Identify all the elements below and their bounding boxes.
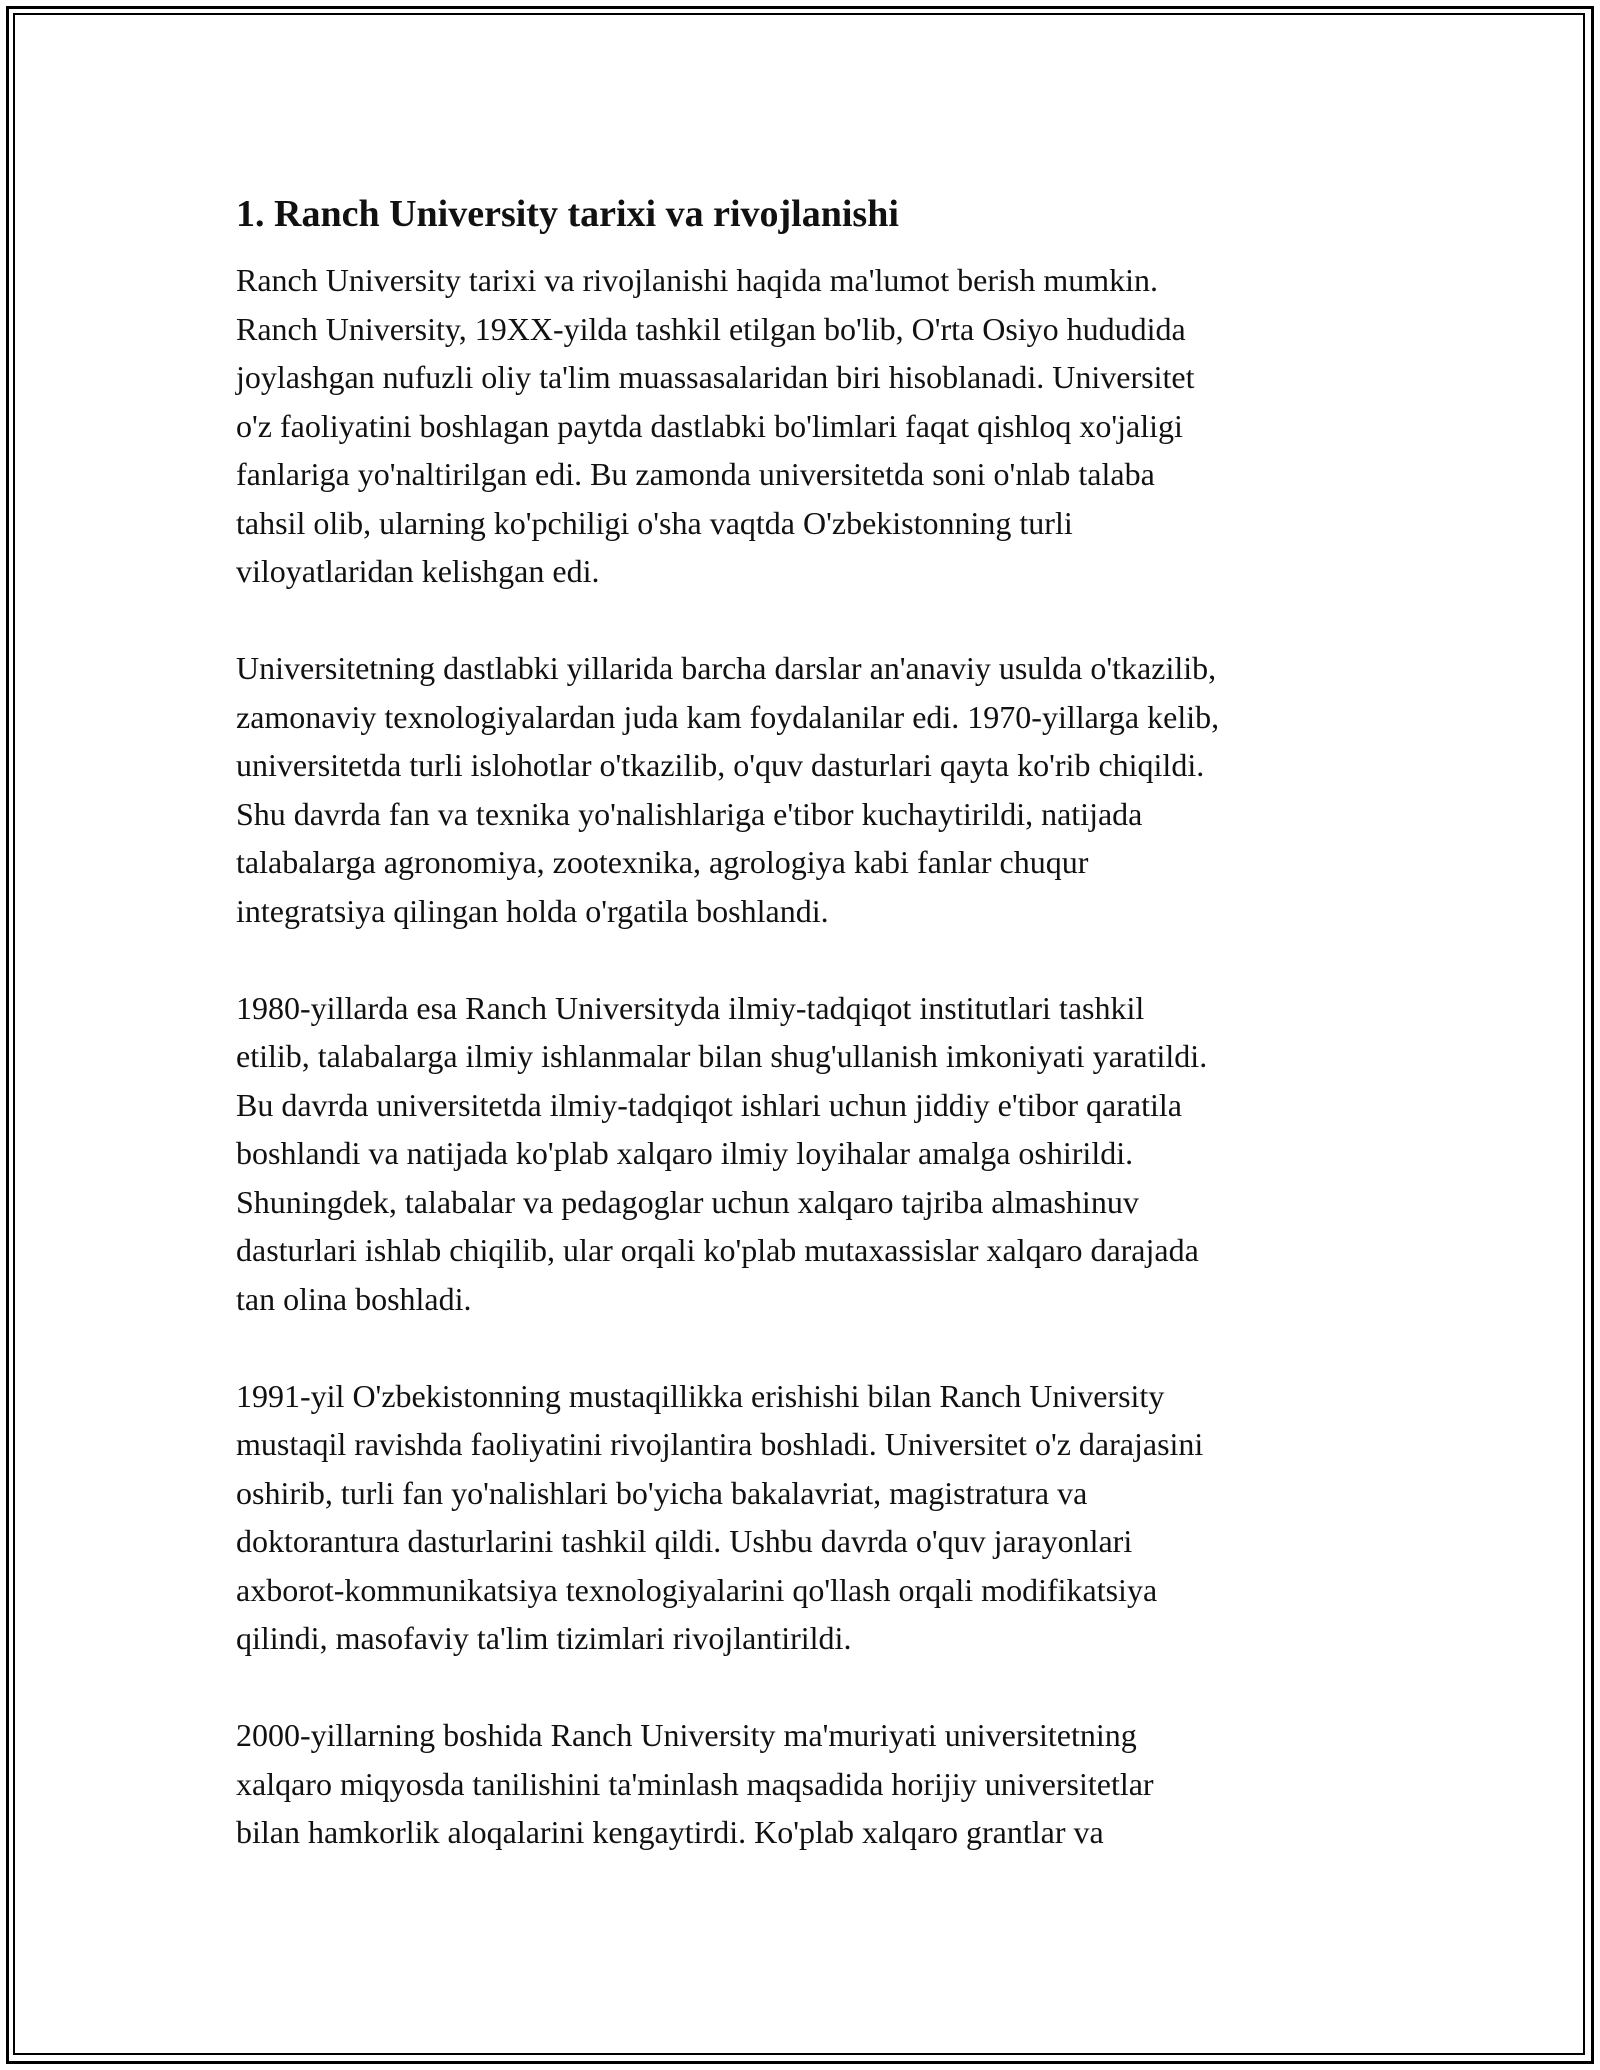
- paragraph-3: 1980-yillarda esa Ranch Universityda ilmiy-tadqiqot institutlari tashkil etilib, talabalarga ilmiy ishlanmalar bilan shug'ullanish imkoniyati yaratildi. Bu davrda universitetda ilmiy-tadqiqot ishlari uchun jiddiy e'tibor qaratila boshlandi va natijada ko'plab xalqaro ilmiy loyihalar amalga oshirildi. Shuningdek, talabalar va pedagoglar uchun xalqaro tajriba almashinuv dasturlari ishlab chiqilib, ular orqali ko'plab mutaxassislar xalqaro darajada tan olina boshladi.: [236, 989, 1208, 1317]
- paragraph-2: Universitetning dastlabki yillarida barcha darslar an'anaviy usulda o'tkazilib, zamonaviy texnologiyalardan juda kam foydalanilar edi. 1970-yillarga kelib, universitetda turli islohotlar o'tkazilib, o'quv dasturlari qayta ko'rib chiqildi. Shu davrda fan va texnika yo'nalishlariga e'tibor kuchaytirildi, natijada talabalarga agronomiya, zootexnika, agrologiya kabi fanlar chuqur integratsiya qilingan holda o'rgatila boshlandi.: [236, 650, 1220, 929]
- paragraph-4: 1991-yil O'zbekistonning mustaqillikka erishishi bilan Ranch University mustaqil ravishda faoliyatini rivojlantira boshladi. Universitet o'z darajasini oshirib, turli fan yo'nalishlari bo'yicha bakalavriat, magistratura va doktorantura dasturlarini tashkil qildi. Ushbu davrda o'quv jarayonlari axborot-kommunikatsiya texnologiyalarini qo'llash orqali modifikatsiya qilindi, masofaviy ta'lim tizimlari rivojlantirildi.: [236, 1377, 1204, 1656]
- paragraph-1: Ranch University tarixi va rivojlanishi haqida ma'lumot berish mumkin. Ranch University, 19XX-yilda tashkil etilgan bo'lib, O'rta Osiyo hududida joylashgan nufuzli oliy ta'lim muassasalaridan biri hisoblanadi. Universitet o'z faoliyatini boshlagan paytda dastlabki bo'limlari faqat qishloq xo'jaligi fanlariga yo'naltirilgan edi. Bu zamonda universitetda soni o'nlab talaba tahsil olib, ularning ko'pchiligi o'sha vaqtda O'zbekistonning turli viloyatlaridan kelishgan edi.: [236, 262, 1195, 589]
- paragraph-5: 2000-yillarning boshida Ranch University ma'muriyati universitetning xalqaro miqyosda tanilishini ta'minlash maqsadida horijiy universitetlar bilan hamkorlik aloqalarini kengaytirdi. Ko'plab xalqaro grantlar va: [236, 1717, 1154, 1850]
- section-heading: 1. Ranch University tarixi va rivojlanishi: [236, 193, 899, 235]
- document-body: [236, 186, 1386, 1905]
